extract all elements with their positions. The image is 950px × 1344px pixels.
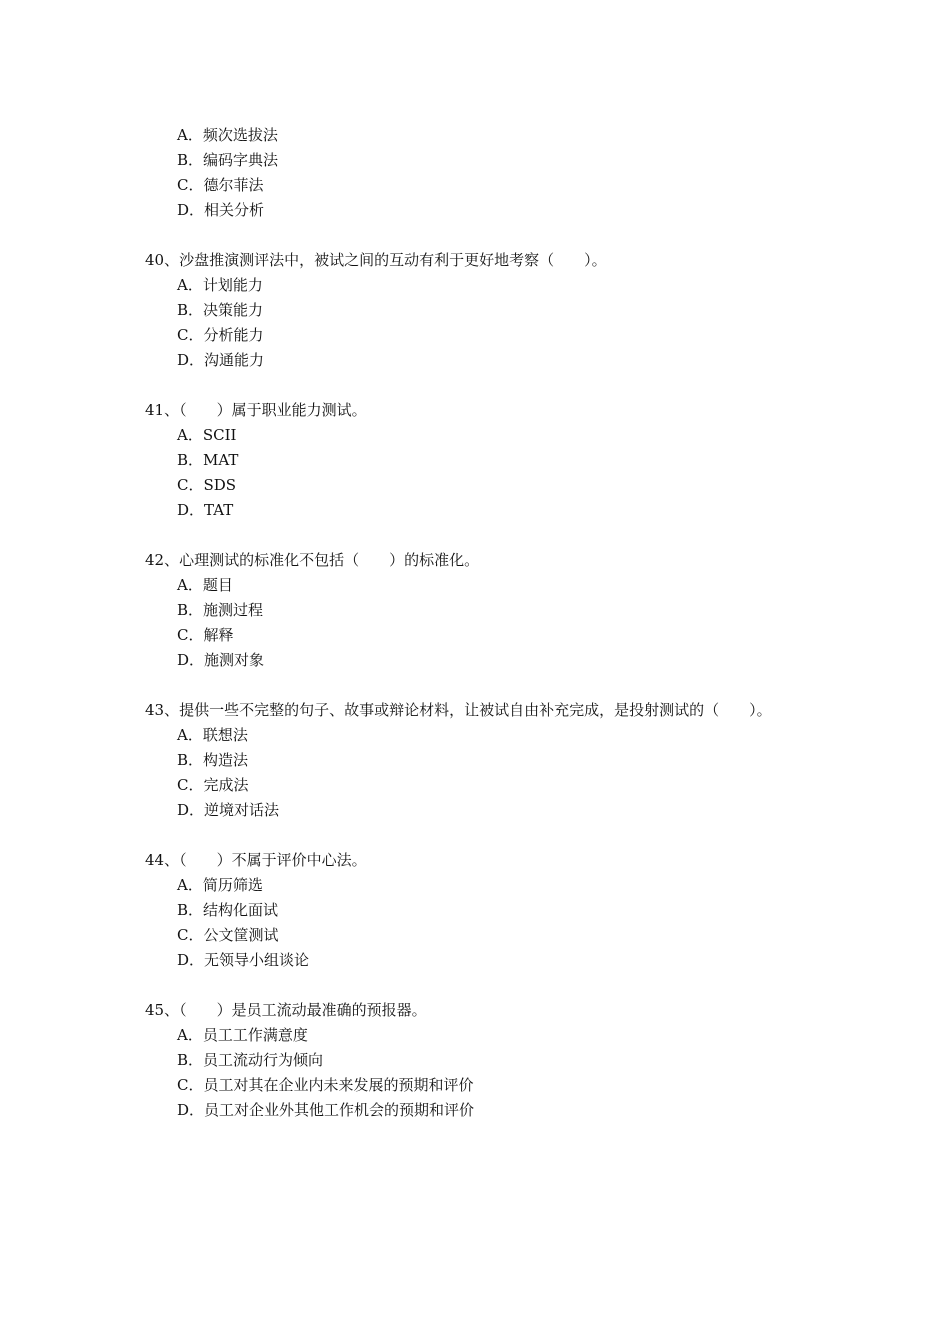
option-a: A．计划能力	[177, 276, 263, 294]
option-d: D．TAT	[177, 501, 234, 519]
option-c: C．德尔菲法	[177, 176, 264, 194]
question-text: 42、心理测试的标准化不包括（ ）的标准化。	[145, 551, 480, 569]
option-a: A．联想法	[177, 726, 248, 744]
option-c: C．分析能力	[177, 326, 264, 344]
question-text: 43、提供一些不完整的句子、故事或辩论材料，让被试自由补充完成，是投射测试的（ ）。	[145, 701, 772, 719]
question-text: 44、（ ）不属于评价中心法。	[145, 851, 367, 869]
question-text: 41、（ ）属于职业能力测试。	[145, 401, 367, 419]
option-a: A．频次选拔法	[177, 126, 278, 144]
option-c: C．解释	[177, 626, 234, 644]
option-d: D．沟通能力	[177, 351, 265, 369]
option-c: C．员工对其在企业内未来发展的预期和评价	[177, 1076, 474, 1094]
question-list	[145, 123, 810, 1148]
question-block-44	[145, 848, 810, 973]
option-a: A．SCII	[177, 426, 237, 444]
question-block-40	[145, 248, 810, 373]
question-text: 40、沙盘推演测评法中，被试之间的互动有利于更好地考察（ ）。	[145, 251, 607, 269]
option-c: C．公文筐测试	[177, 926, 279, 944]
option-list	[145, 873, 810, 973]
option-a: A．员工工作满意度	[177, 1026, 308, 1044]
question-block-43	[145, 698, 810, 823]
option-b: B．决策能力	[177, 301, 264, 319]
question-block-42	[145, 548, 810, 673]
option-list	[145, 573, 810, 673]
option-d: D．无领导小组谈论	[177, 951, 310, 969]
option-list	[145, 423, 810, 523]
option-b: B．结构化面试	[177, 901, 279, 919]
question-block-39-continued	[145, 123, 810, 223]
option-b: B．构造法	[177, 751, 249, 769]
option-list	[145, 123, 810, 223]
question-block-41	[145, 398, 810, 523]
option-b: B．员工流动行为倾向	[177, 1051, 324, 1069]
option-b: B．编码字典法	[177, 151, 279, 169]
option-list	[145, 273, 810, 373]
option-c: C．SDS	[177, 476, 237, 494]
question-block-45	[145, 998, 810, 1123]
option-a: A．简历筛选	[177, 876, 263, 894]
question-text: 45、（ ）是员工流动最准确的预报器。	[145, 1001, 427, 1019]
option-a: A．题目	[177, 576, 233, 594]
option-c: C．完成法	[177, 776, 249, 794]
option-b: B．施测过程	[177, 601, 264, 619]
option-d: D．施测对象	[177, 651, 265, 669]
option-d: D．员工对企业外其他工作机会的预期和评价	[177, 1101, 475, 1119]
option-d: D．逆境对话法	[177, 801, 280, 819]
option-b: B．MAT	[177, 451, 239, 469]
option-d: D．相关分析	[177, 201, 265, 219]
option-list	[145, 1023, 810, 1123]
option-list	[145, 723, 810, 823]
